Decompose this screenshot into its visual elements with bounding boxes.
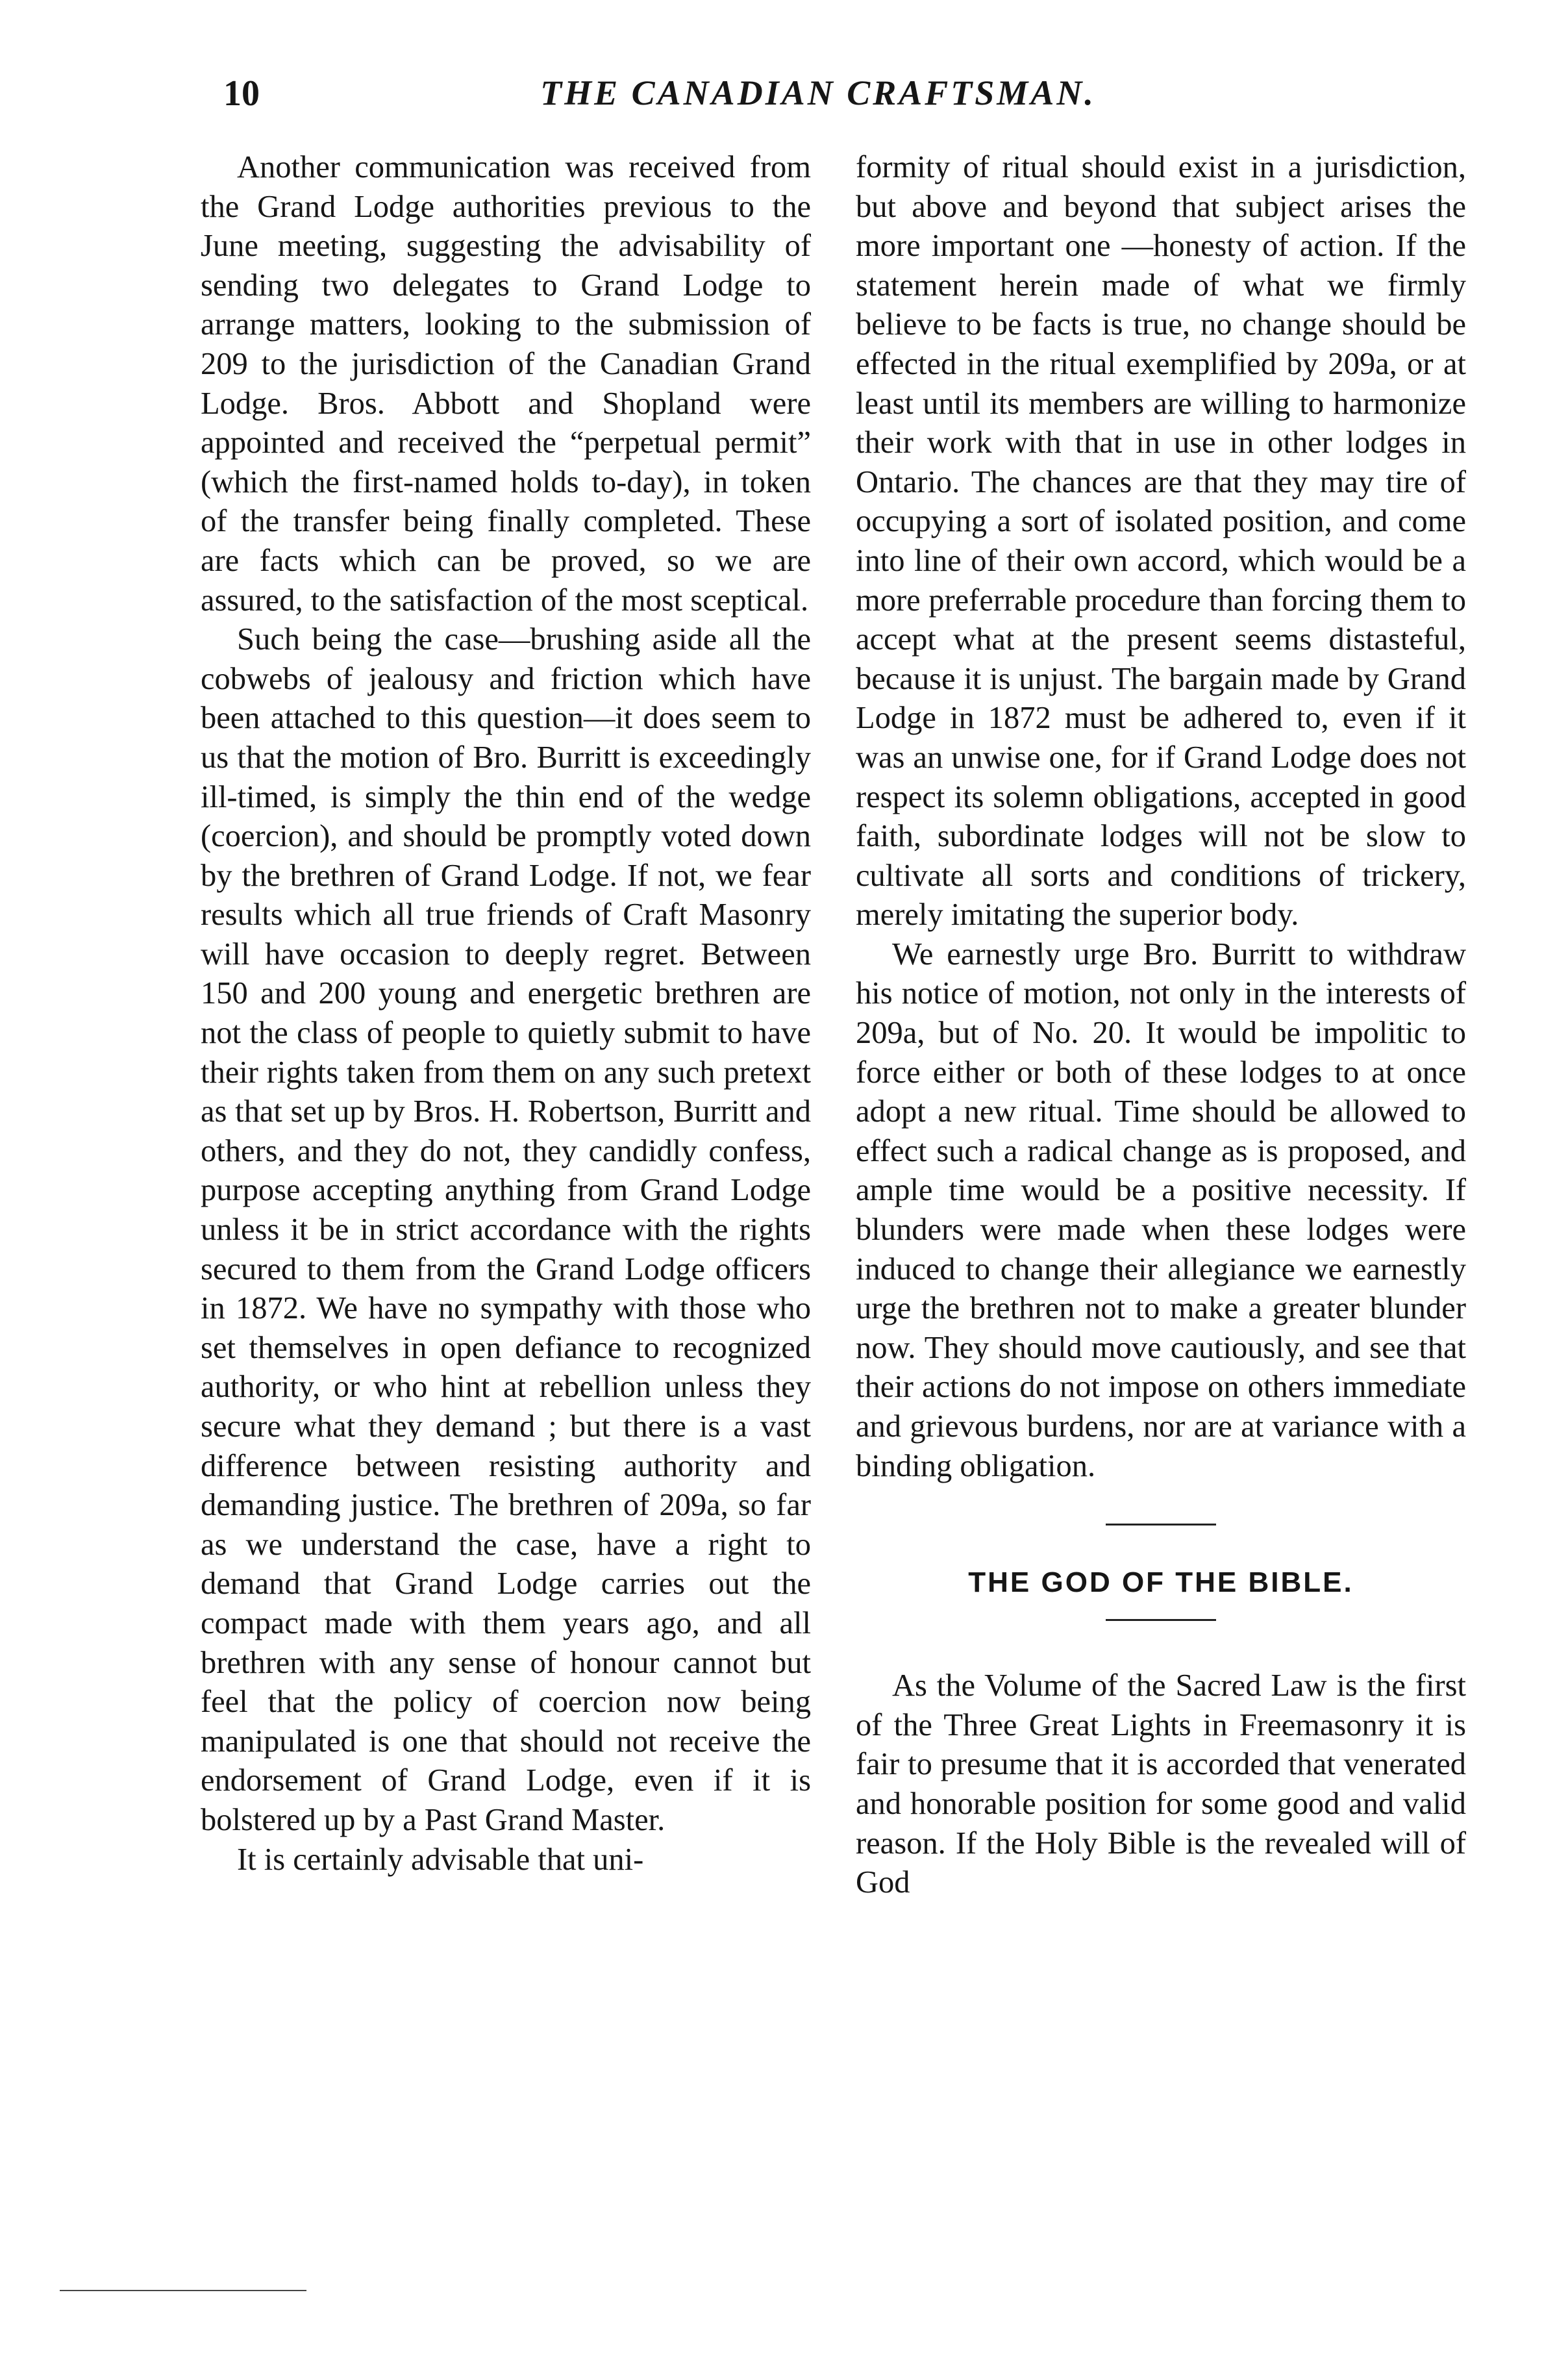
- page-header: [195, 73, 1441, 131]
- left-column: [201, 148, 811, 1879]
- article-paragraph: Such being the case—brushing aside all the cobwebs of jealousy and friction which have been attached to this question—it does seem to us that the motion of Bro. Burritt is exceedingly ill-timed, is simply the thin end of the wedge (coercion), and should be promptly voted down by the brethren of Grand Lodge. If not, we fear results which all true friends of Craft Masonry will have occasion to deeply regret. Between 150 and 200 young and energetic brethren are not the class of people to quietly submit to have their rights taken from them on any such pretext as that set up by Bros. H. Robertson, Burritt and others, and they do not, they candidly confess, purpose accepting anything from Grand Lodge unless it be in strict accordance with the rights secured to them from the Grand Lodge officers in 1872. We have no sympathy with those who set themselves in open defiance to recognized authority, or who hint at rebellion unless they secure what they demand ; but there is a vast difference between resisting authority and demanding justice. The brethren of 209a, so far as we understand the case, have a right to demand that Grand Lodge carries out the compact made with them years ago, and all brethren with any sense of honour cannot but feel that the policy of coercion now being manipulated is one that should not receive the endorsement of Grand Lodge, even if it is bolstered up by a Past Grand Master.: [201, 622, 811, 1837]
- section-paragraph: As the Volume of the Sacred Law is the first of the Three Great Lights in Freemasonry it is fair to presume that it is accorded that venerated and honorable position for some good and valid reason. If the Holy Bible is the revealed will of God: [856, 1668, 1466, 1900]
- article-paragraph: Another communication was received from the Grand Lodge authorities previous to the June meeting, suggesting the advisability of sending two delegates to Grand Lodge to arrange matters, looking to the submission of 209 to the jurisdiction of the Canadian Grand Lodge. Bros. Abbott and Shopland were appointed and received the “perpetual permit” (which the first-named holds to-day), in token of the transfer being finally completed. These are facts which can be proved, so we are assured, to the satisfaction of the most sceptical.: [201, 150, 811, 618]
- right-column: [856, 148, 1466, 1903]
- article-paragraph: It is certainly advisable that uni-: [237, 1842, 644, 1877]
- page-number: 10: [223, 73, 260, 114]
- running-title: THE CANADIAN CRAFTSMAN.: [540, 73, 1096, 112]
- article-paragraph: We earnestly urge Bro. Burritt to withdraw his notice of motion, not only in the interests of 209a, but of No. 20. It would be impolitic to force either or both of these lodges to at once adopt a new ritual. Time should be allowed to effect such a radical change as is proposed, and ample time would be a positive necessity. If blunders were made when these lodges were induced to change their allegiance we earnestly urge the brethren not to make a greater blunder now. They should move cautiously, and see that their actions do not impose on others immediate and grievous burdens, nor are at variance with a binding obligation.: [856, 936, 1466, 1483]
- section-divider: [1106, 1524, 1216, 1526]
- section-heading: THE GOD OF THE BIBLE.: [968, 1566, 1354, 1599]
- section-divider: [1106, 1619, 1216, 1621]
- article-paragraph: formity of ritual should exist in a jurisdiction, but above and beyond that subject arises the more important one —honesty of action. If the statement herein made of what we firmly believe to be facts is true, no change should be effected in the ritual exemplified by 209a, or at least until its members are willing to harmonize their work with that in use in other lodges in Ontario. The chances are that they may tire of occupying a sort of isolated position, and come into line of their own accord, which would be a more preferrable procedure than forcing them to accept what at the present seems distasteful, because it is unjust. The bargain made by Grand Lodge in 1872 must be adhered to, even if it was an unwise one, for if Grand Lodge does not respect its solemn obligations, accepted in good faith, subordinate lodges will not be slow to cultivate all sorts and conditions of trickery, merely imitating the superior body.: [856, 150, 1466, 933]
- footer-rule: [60, 2290, 306, 2291]
